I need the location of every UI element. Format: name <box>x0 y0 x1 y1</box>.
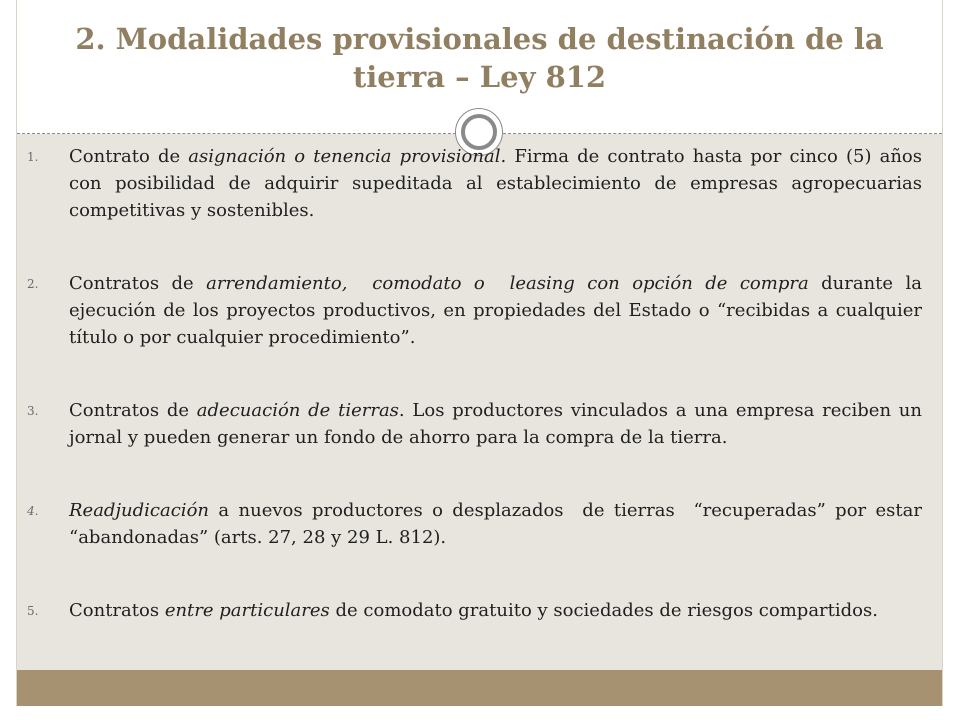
item-text: Contratos de <box>69 400 197 421</box>
item-text: Contratos <box>69 600 165 621</box>
item-text: . Los productores vinculados a una empresa reciben un jornal y pueden generar un fondo de ahorro para la compra de la tierra. <box>69 400 922 448</box>
item-number: 3. <box>27 404 39 418</box>
modalities-list <box>27 143 928 624</box>
item-text: a nuevos productores o desplazados de tierras “recuperadas” por estar “abandonadas” (arts. 27, 28 y 29 L. 812). <box>69 500 928 548</box>
item-number: 5. <box>27 604 39 618</box>
list-item <box>27 143 922 224</box>
item-number: 4. <box>27 504 39 518</box>
item-emphasis: arrendamiento, comodato o leasing con opción de compra <box>206 273 809 294</box>
item-text: durante la ejecución de los proyectos productivos, en propiedades del Estado o “recibidas a cualquier título o por cualquier procedimiento”. <box>69 273 922 348</box>
item-emphasis: Readjudicación <box>69 500 209 521</box>
list-item <box>27 270 922 351</box>
item-number: 2. <box>27 277 39 291</box>
item-text: . Firma de contrato hasta por cinco (5) años con posibilidad de adquirir supeditada al establecimiento de empresas agropecuarias competitivas y sostenibles. <box>69 146 922 221</box>
item-text: Contrato de <box>69 146 189 167</box>
item-number: 1. <box>27 150 39 164</box>
item-emphasis: asignación o tenencia provisional <box>188 146 501 167</box>
list-item <box>27 497 928 551</box>
list-item <box>27 397 922 451</box>
item-emphasis: entre particulares <box>164 600 330 621</box>
item-emphasis: adecuación de tierras <box>196 400 399 421</box>
item-text: Contratos de <box>69 273 207 294</box>
item-text: de comodato gratuito y sociedades de riesgos compartidos. <box>329 600 878 621</box>
slide-title: 2. Modalidades provisionales de destinación de la tierra – Ley 812 <box>75 22 884 94</box>
list-item <box>27 597 922 624</box>
